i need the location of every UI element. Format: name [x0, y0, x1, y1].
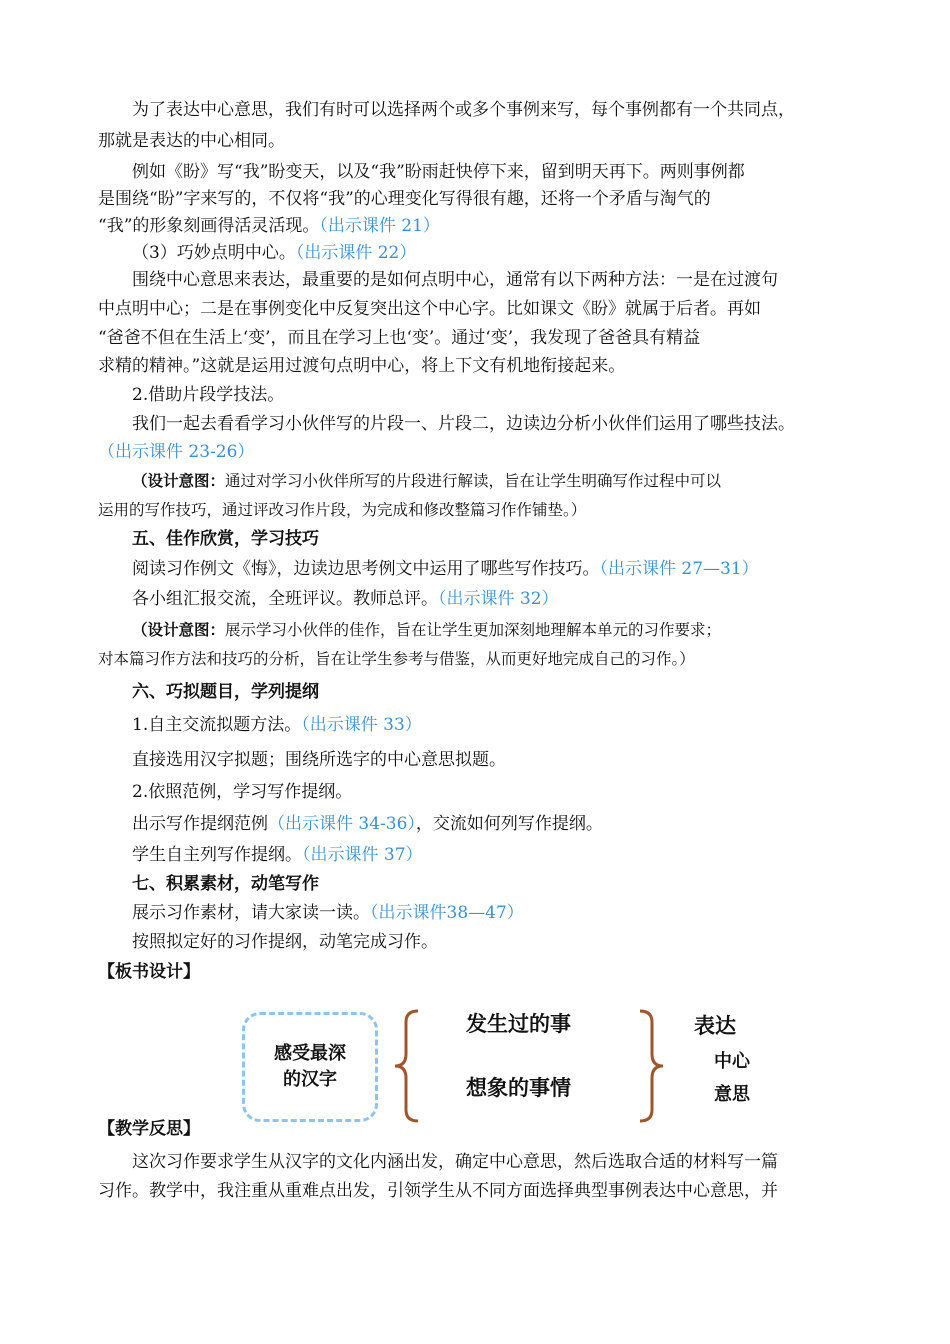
paragraph-line: 这次习作要求学生从汉字的文化内涵出发，确定中心意思，然后选取合适的材料写一篇	[132, 1152, 778, 1172]
board-design-heading: 【板书设计】	[98, 962, 200, 982]
paragraph-line: 我们一起去看看学习小伙伴写的片段一、片段二，边读边分析小伙伴们运用了哪些技法。	[132, 414, 795, 434]
paragraph-line: 阅读习作例文《悔》，边读边思考例文中运用了哪些写作技巧。（出示课件 27—31）	[132, 559, 759, 579]
paragraph-line: 中点明中心；二是在事例变化中反复突出这个中心字。比如课文《盼》就属于后者。再如	[98, 299, 761, 319]
paragraph-line: 习作。教学中，我注重从重难点出发，引领学生从不同方面选择典型事例表达中心意思，并	[98, 1181, 778, 1201]
board-center-1: 中心	[714, 1051, 750, 1072]
paragraph-line: 出示写作提纲范例（出示课件 34-36），交流如何列写作提纲。	[132, 814, 603, 834]
paragraph-line: 1.自主交流拟题方法。（出示课件 33）	[132, 715, 422, 735]
board-center-2: 意思	[714, 1084, 750, 1105]
board-item-events: 发生过的事	[466, 1011, 571, 1036]
section-heading: 七、积累素材，动笔写作	[132, 874, 319, 894]
paragraph-line: 为了表达中心意思，我们有时可以选择两个或多个事例来写，每个事例都有一个共同点，	[132, 100, 795, 120]
board-item-imagined: 想象的事情	[466, 1075, 571, 1100]
courseware-link: （出示课件 34-36）	[268, 814, 416, 834]
courseware-link: （出示课件 37）	[302, 845, 423, 865]
right-brace-icon	[636, 1008, 666, 1124]
paragraph-line: 那就是表达的中心相同。	[98, 131, 285, 151]
paragraph-line: （3）巧妙点明中心。（出示课件 22）	[132, 243, 417, 263]
paragraph-line: “爸爸不但在生活上‘变’，而且在学习上也‘变’。通过‘变’，我发现了爸爸具有精益	[98, 328, 701, 348]
paragraph-line: 2.依照范例，学习写作提纲。	[132, 782, 353, 802]
paragraph-line: 求精的精神。”这就是运用过渡句点明中心，将上下文有机地衔接起来。	[98, 356, 626, 376]
paragraph-line: 展示习作素材，请大家读一读。（出示课件38—47）	[132, 903, 524, 923]
paragraph-line: “我”的形象刻画得活灵活现。（出示课件 21）	[98, 216, 440, 236]
board-topic-box	[242, 1012, 378, 1122]
courseware-link: （出示课件 23-26）	[98, 442, 255, 462]
courseware-link: （出示课件 22）	[295, 243, 417, 263]
design-intent-line: （设计意图：展示学习小伙伴的佳作，旨在让学生更加深刻地理解本单元的习作要求；	[132, 621, 722, 639]
design-intent-line: （设计意图：通过对学习小伙伴所写的片段进行解读，旨在让学生明确写作过程中可以	[132, 472, 722, 490]
courseware-link: （出示课件 33）	[301, 715, 422, 735]
paragraph-line: 2.借助片段学技法。	[132, 385, 285, 405]
section-heading: 六、巧拟题目，学列提纲	[132, 682, 319, 702]
paragraph-line: 各小组汇报交流，全班评议。教师总评。（出示课件 32）	[132, 589, 559, 609]
paragraph-line: 围绕中心意思来表达，最重要的是如何点明中心，通常有以下两种方法：一是在过渡句	[132, 270, 778, 290]
paragraph-line: 是围绕“盼”字来写的，不仅将“我”的心理变化写得很有趣，还将一个矛盾与淘气的	[98, 189, 711, 209]
design-intent-line: 运用的写作技巧，通过评改习作片段，为完成和修改整篇习作作铺垫。）	[98, 501, 587, 519]
design-intent-line: 对本篇习作方法和技巧的分析，旨在让学生参考与借鉴，从而更好地完成自己的习作。）	[98, 650, 695, 668]
courseware-link: （出示课件 21）	[319, 216, 440, 236]
paragraph-line: 按照拟定好的习作提纲，动笔完成习作。	[132, 932, 438, 952]
reflection-heading: 【教学反思】	[98, 1119, 200, 1139]
board-topic-line2: 的汉字	[283, 1069, 337, 1090]
left-brace-icon	[392, 1008, 422, 1124]
courseware-link: （出示课件 32）	[438, 589, 559, 609]
paragraph-line: 直接选用汉字拟题；围绕所选字的中心意思拟题。	[132, 750, 506, 770]
courseware-link: （出示课件38—47）	[370, 903, 524, 923]
courseware-link: （出示课件 27—31）	[599, 559, 759, 579]
paragraph-line: 例如《盼》写“我”盼变天，以及“我”盼雨赶快停下来，留到明天再下。两则事例都	[132, 162, 745, 182]
paragraph-line	[98, 439, 868, 465]
board-express: 表达	[694, 1013, 736, 1038]
board-topic-line1: 感受最深	[274, 1043, 346, 1064]
paragraph-line: 学生自主列写作提纲。（出示课件 37）	[132, 845, 423, 865]
section-heading: 五、佳作欣赏，学习技巧	[132, 529, 319, 549]
